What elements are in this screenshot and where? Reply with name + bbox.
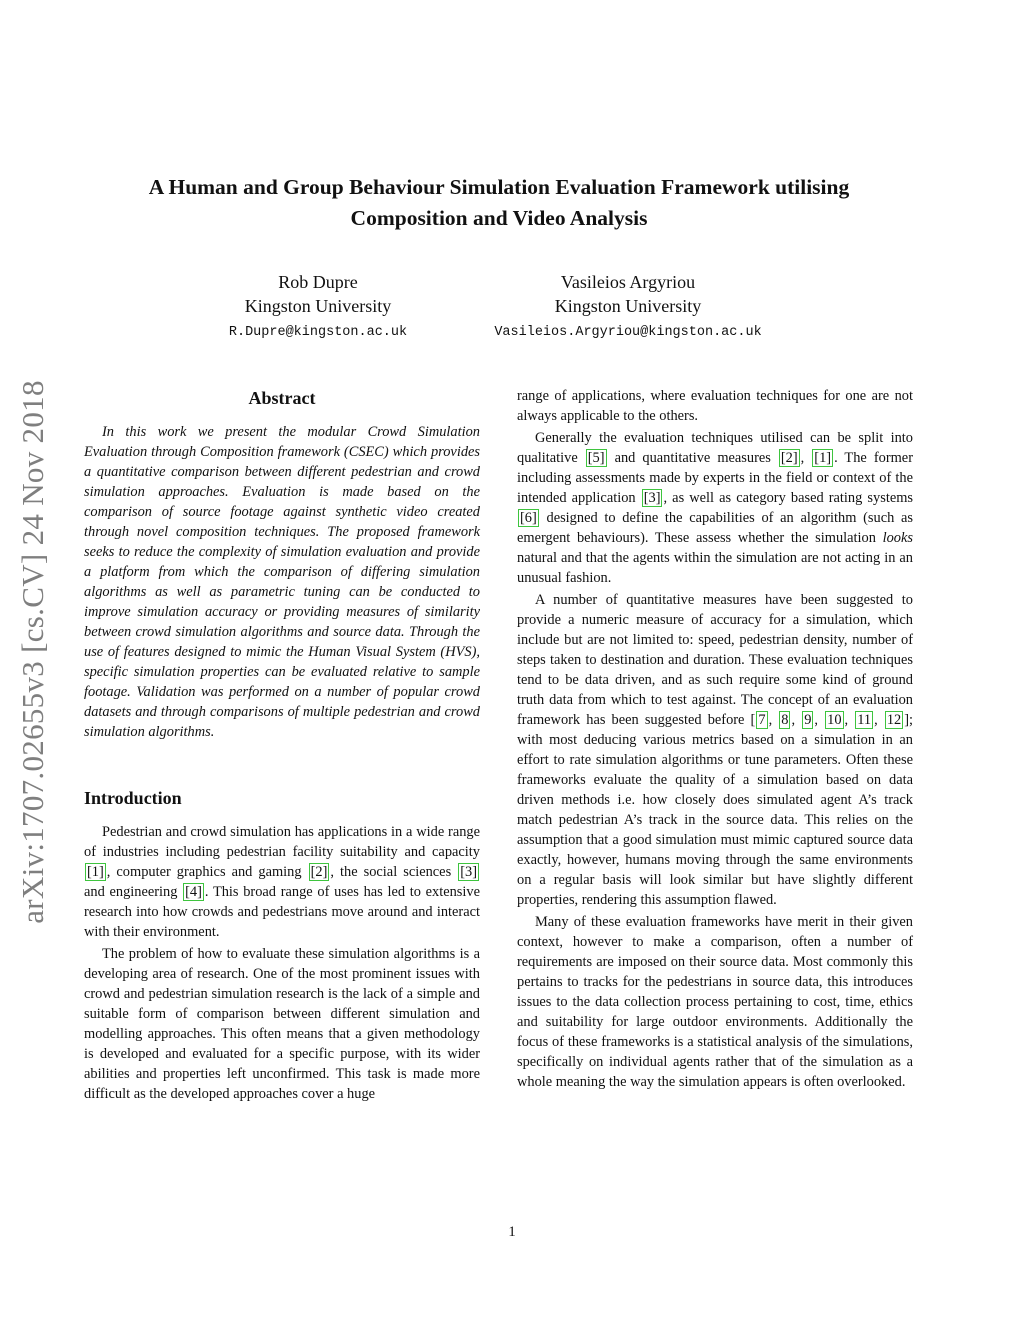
citation-link[interactable]: 12 [886, 712, 902, 728]
abstract-text: In this work we present the modular Crowd Simulation Evaluation through Composition framework (CSEC) which provides a quantitative comparison between different pedestrian and crowd simulation approaches. Evaluation is made based on the comparison of source footage against synthetic video created through novel composition techniques. The proposed framework seeks to reduce the complexity of simulation evaluation and provide a platform from which the comparison of differing simulation algorithms as well as parametric tuning can be conducted to improve simulation accuracy or providing measures of similarity between crowd simulation algorithms and source data. Through the use of features designed to mimic the Human Visual System (HVS), specific simulation properties can be evaluated relative to sample footage. Validation was performed on a number of popular crowd datasets and through comparisons of multiple pedestrian and crowd simulation algorithms. [84, 424, 480, 740]
citation-link[interactable]: [5] [587, 450, 605, 466]
citation-link[interactable]: 11 [857, 712, 872, 728]
citation-link[interactable]: [4] [185, 884, 202, 900]
introduction-heading: Introduction [84, 788, 182, 808]
citation-link[interactable]: 10 [827, 712, 842, 728]
citation-link[interactable]: [3] [643, 490, 661, 506]
paper-title [84, 172, 914, 234]
left-column [84, 386, 480, 1106]
citation-link[interactable]: [6] [520, 510, 537, 526]
citation-link[interactable]: 9 [804, 712, 812, 728]
author-block-2 [462, 270, 794, 345]
citation-link[interactable]: [1] [814, 450, 832, 466]
author-email[interactable]: Vasileios.Argyriou@kingston.ac.uk [494, 325, 762, 340]
arxiv-identifier-stamp [8, 332, 58, 972]
arxiv-id-text: arXiv:1707.02655v3 [cs.CV] 24 Nov 2018 [15, 380, 50, 924]
intro-paragraph-2: The problem of how to evaluate these simulation algorithms is a developing area of research. One of the most prominent issues with crowd and pedestrian simulation research is the lack of a simple and suitable form of comparison between different simulation and modelling approaches. This often means that a given methodology is developed and evaluated for a specific purpose, with its wider abilities and properties left unconfirmed. This task is made more difficult as the developed approaches cover a huge [84, 946, 480, 1102]
author-affiliation: Kingston University [554, 296, 702, 316]
author-name: Vasileios Argyriou [560, 272, 696, 292]
title-line-1: A Human and Group Behaviour Simulation Evaluation Framework utilising [148, 175, 850, 199]
author-email[interactable]: R.Dupre@kingston.ac.uk [228, 325, 408, 340]
citation-link[interactable]: [2] [780, 450, 798, 466]
author-block-1 [190, 270, 446, 345]
author-affiliation: Kingston University [244, 296, 392, 316]
right-paragraph-3: Many of these evaluation frameworks have merit in their given context, however to make a comparison, often a number of requirements are imposed on their source data. Most commonly this pertains to tracks for the pedestrians in source data, this introduces issues to the data collection process pertaining to cost, time, ethics and suitability for large outdoor environments. Additionally the focus of these frameworks is a statistical analysis of the simulations, specifically on individual agents rather that of the simulation as a whole meaning the way the simulation appears is often overlooked. [517, 914, 913, 1090]
intro-paragraph-1: Pedestrian and crowd simulation has applications in a wide range of industries including pedestrian facility suitability and capacity [1] , computer graphics and gaming [2] , the social sciences [3] and engineering [4] . This broad range of uses has led to extensive research into how crowds and pedestrians move around and interact with their environment. [84, 824, 480, 940]
author-name: Rob Dupre [278, 272, 358, 292]
citation-link[interactable]: [2] [310, 864, 328, 880]
right-column [517, 386, 913, 1094]
right-paragraph-2: A number of quantitative measures have been suggested to provide a numeric measure of accuracy for a simulation, which include but are not limited to: speed, pedestrian density, number of steps taken to destination and duration. These evaluation techniques tend to be data driven, and as such require some kind of ground truth data from which to test against. The concept of an evaluation framework has been suggested before [ 7 , 8 , 9 , 10 , 11 , 12 ]; with most deducing various metrics based on a simulation in an effort to rate simulation algorithms or tune parameters. Often these frameworks evaluate the quality of a simulation based on data driven methods i.e. how closely does simulated agent A’s track match pedestrian A’s track in the source data. This relies on the assumption that a good simulation must mimic captured source data exactly, however, humans moving through the same environments on a regular basis will look similar but have slightly different properties, rendering this assumption flawed. [517, 592, 913, 908]
citation-link[interactable]: 8 [781, 712, 789, 728]
citation-link[interactable]: [1] [87, 864, 104, 880]
right-paragraph-1: Generally the evaluation techniques utilised can be split into qualitative [5] and quantitative measures [2] , [1] . The former including assessments made by experts in the field or context of the intended application [3] , as well as category based rating systems [6] designed to define the capabilities of an algorithm (such as emergent behaviours). These assess whether the simulation looks natural and that the agents within the simulation are not acting in an unusual fashion. [517, 430, 913, 586]
page-number: 1 [508, 1224, 516, 1240]
citation-link[interactable]: [3] [460, 864, 477, 880]
citation-link[interactable]: 7 [758, 712, 766, 728]
right-paragraph-0: range of applications, where evaluation techniques for one are not always applicable to the others. [517, 388, 913, 424]
abstract-heading: Abstract [248, 388, 316, 408]
title-line-2: Composition and Video Analysis [350, 206, 648, 230]
